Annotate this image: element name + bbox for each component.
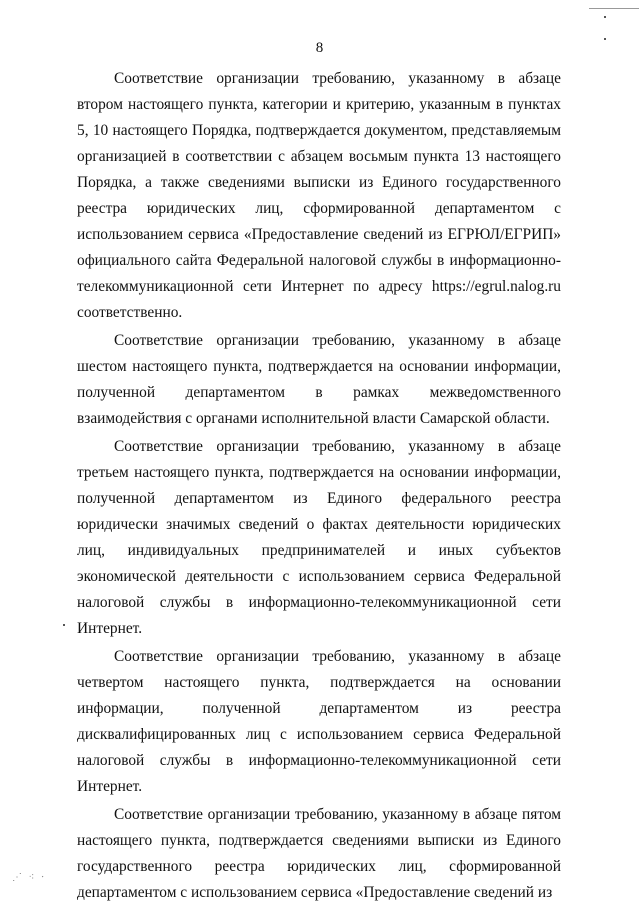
paragraph-2: Соответствие организации требованию, указанному в абзаце шестом настоящего пункта, подтверждается на основании информации, полученной департаментом в рамках межведомственного взаимодействия с органами исполнительной власти Самарской области. xyxy=(77,332,561,427)
scan-edge-line xyxy=(589,8,639,9)
scan-speck xyxy=(604,16,606,18)
paragraph-1: Соответствие организации требованию, указанному в абзаце втором настоящего пункта, категории и критерию, указанным в пунктах 5, 10 настоящего Порядка, подтверждается документом, представляемым организацией в соответствии с абзацем восьмым пункта 13 настоящего Порядка, а также сведениями выписки из Единого государственного реестра юридических лиц, сформированной департаментом с использованием сервиса «Предоставление сведений из ЕГРЮЛ/ЕГРИП» официального сайта Федеральной налоговой службы в информационно-телекоммуникационной сети Интернет по адресу https://egrul.nalog.ru соответственно. xyxy=(77,70,561,321)
paragraph-3: Соответствие организации требованию, указанному в абзаце третьем настоящего пункта, подтверждается на основании информации, полученной департаментом из Единого федерального реестра юридически значимых сведений о фактах деятельности юридических лиц, индивидуальных предпринимателей и иных субъектов экономической деятельности с использованием сервиса Федеральной налоговой службы в информационно-телекоммуникационной сети Интернет. xyxy=(77,438,561,637)
scan-corner-noise-icon: ⋰ ⁖ ⋅ xyxy=(12,872,47,883)
page-number: 8 xyxy=(315,40,324,56)
paragraph-5: Соответствие организации требованию, указанному в абзаце пятом настоящего пункта, подтверждается сведениями выписки из Единого государственного реестра юридических лиц, сформированной департаментом с использованием сервиса «Предоставление сведений из xyxy=(77,806,561,901)
scan-speck xyxy=(63,624,65,626)
paragraph-4: Соответствие организации требованию, указанному в абзаце четвертом настоящего пункта, подтверждается на основании информации, полученной департаментом из реестра дисквалифицированных лиц с использованием сервиса Федеральной налоговой службы в информационно-телекоммуникационной сети Интернет. xyxy=(77,648,561,795)
document-body xyxy=(77,66,561,906)
scan-speck xyxy=(604,38,606,40)
